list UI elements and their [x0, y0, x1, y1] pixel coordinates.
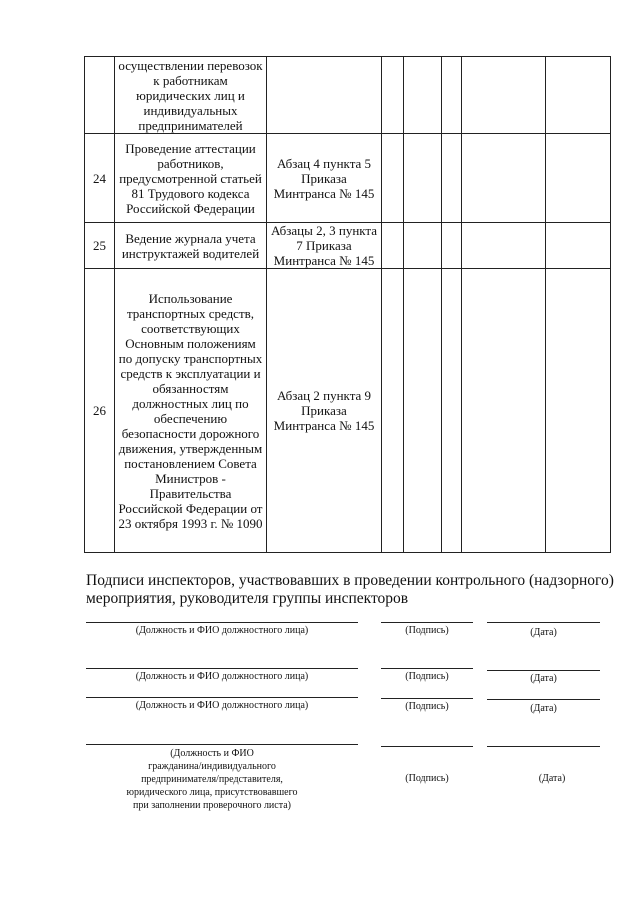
date-line: [487, 699, 600, 700]
table-row: [85, 57, 611, 134]
answer-no-cell: [404, 134, 442, 223]
caption-line: юридического лица, присутствовавшего: [126, 787, 298, 798]
position-caption: (Должность и ФИО должностного лица): [135, 700, 309, 711]
answer-no-cell: [404, 223, 442, 269]
signature-line: [381, 698, 473, 699]
requirement-cell: осуществлении перевозок к работникам юридических лиц и индивидуальных предпринимателей: [115, 57, 267, 134]
reference-cell: Абзац 2 пункта 9 Приказа Минтранса № 145: [267, 269, 382, 553]
note-cell: [546, 57, 611, 134]
reference-cell: Абзацы 2, 3 пункта 7 Приказа Минтранса № 145: [267, 223, 382, 269]
date-caption: (Дата): [538, 773, 566, 784]
signature-line: [381, 622, 473, 623]
row-number: [85, 57, 115, 134]
caption-line: гражданина/индивидуального: [148, 761, 276, 772]
checklist-table: [84, 56, 611, 553]
answer-na-cell: [442, 223, 462, 269]
reference-cell: Абзац 4 пункта 5 Приказа Минтранса № 145: [267, 134, 382, 223]
answer-yes-cell: [382, 269, 404, 553]
requirement-cell: Ведение журнала учета инструктажей водителей: [115, 223, 267, 269]
date-line: [487, 746, 600, 747]
note-cell: [546, 134, 611, 223]
table-row: [85, 223, 611, 269]
row-number: 26: [85, 269, 115, 553]
caption-line: при заполнении проверочного листа): [133, 800, 291, 811]
date-line: [487, 670, 600, 671]
requirement-cell: Проведение аттестации работников, предусмотренной статьей 81 Трудового кодекса Российской Федерации: [115, 134, 267, 223]
comment-cell: [462, 57, 546, 134]
signature-caption: (Подпись): [405, 671, 449, 682]
position-line: [86, 697, 358, 698]
caption-line: (Должность и ФИО: [170, 748, 254, 759]
representative-position-caption: [96, 747, 328, 812]
answer-yes-cell: [382, 223, 404, 269]
date-caption: (Дата): [530, 673, 557, 684]
position-caption: (Должность и ФИО должностного лица): [135, 625, 309, 636]
answer-na-cell: [442, 57, 462, 134]
note-cell: [546, 269, 611, 553]
answer-na-cell: [442, 134, 462, 223]
answer-no-cell: [404, 269, 442, 553]
requirement-cell: Использование транспортных средств, соответствующих Основным положениям по допуску транспортных средств к эксплуатации и обязанностям должностных лиц по обеспечению безопасности дорожного движения, утвержденным постановлением Совета Министров - Правительства Российской Федерации от 23 октября 1993 г. № 1090: [115, 269, 267, 553]
date-line: [487, 622, 600, 623]
position-caption: (Должность и ФИО должностного лица): [135, 671, 309, 682]
signature-line: [381, 668, 473, 669]
answer-yes-cell: [382, 57, 404, 134]
note-cell: [546, 223, 611, 269]
answer-yes-cell: [382, 134, 404, 223]
signature-caption: (Подпись): [405, 701, 449, 712]
signature-line: [381, 746, 473, 747]
caption-line: предпринимателя/представителя,: [141, 774, 283, 785]
comment-cell: [462, 269, 546, 553]
answer-na-cell: [442, 269, 462, 553]
date-caption: (Дата): [530, 627, 557, 638]
position-line: [86, 668, 358, 669]
row-number: 24: [85, 134, 115, 223]
position-line: [86, 622, 358, 623]
table-row: [85, 269, 611, 553]
date-caption: (Дата): [530, 703, 557, 714]
table-row: [85, 134, 611, 223]
signature-caption: (Подпись): [405, 625, 449, 636]
reference-cell: [267, 57, 382, 134]
comment-cell: [462, 134, 546, 223]
signature-caption: (Подпись): [405, 773, 449, 784]
signatures-heading: Подписи инспекторов, участвовавших в проведении контрольного (надзорного) мероприятия, руководителя группы инспекторов: [86, 572, 614, 607]
position-line: [86, 744, 358, 745]
comment-cell: [462, 223, 546, 269]
answer-no-cell: [404, 57, 442, 134]
row-number: 25: [85, 223, 115, 269]
